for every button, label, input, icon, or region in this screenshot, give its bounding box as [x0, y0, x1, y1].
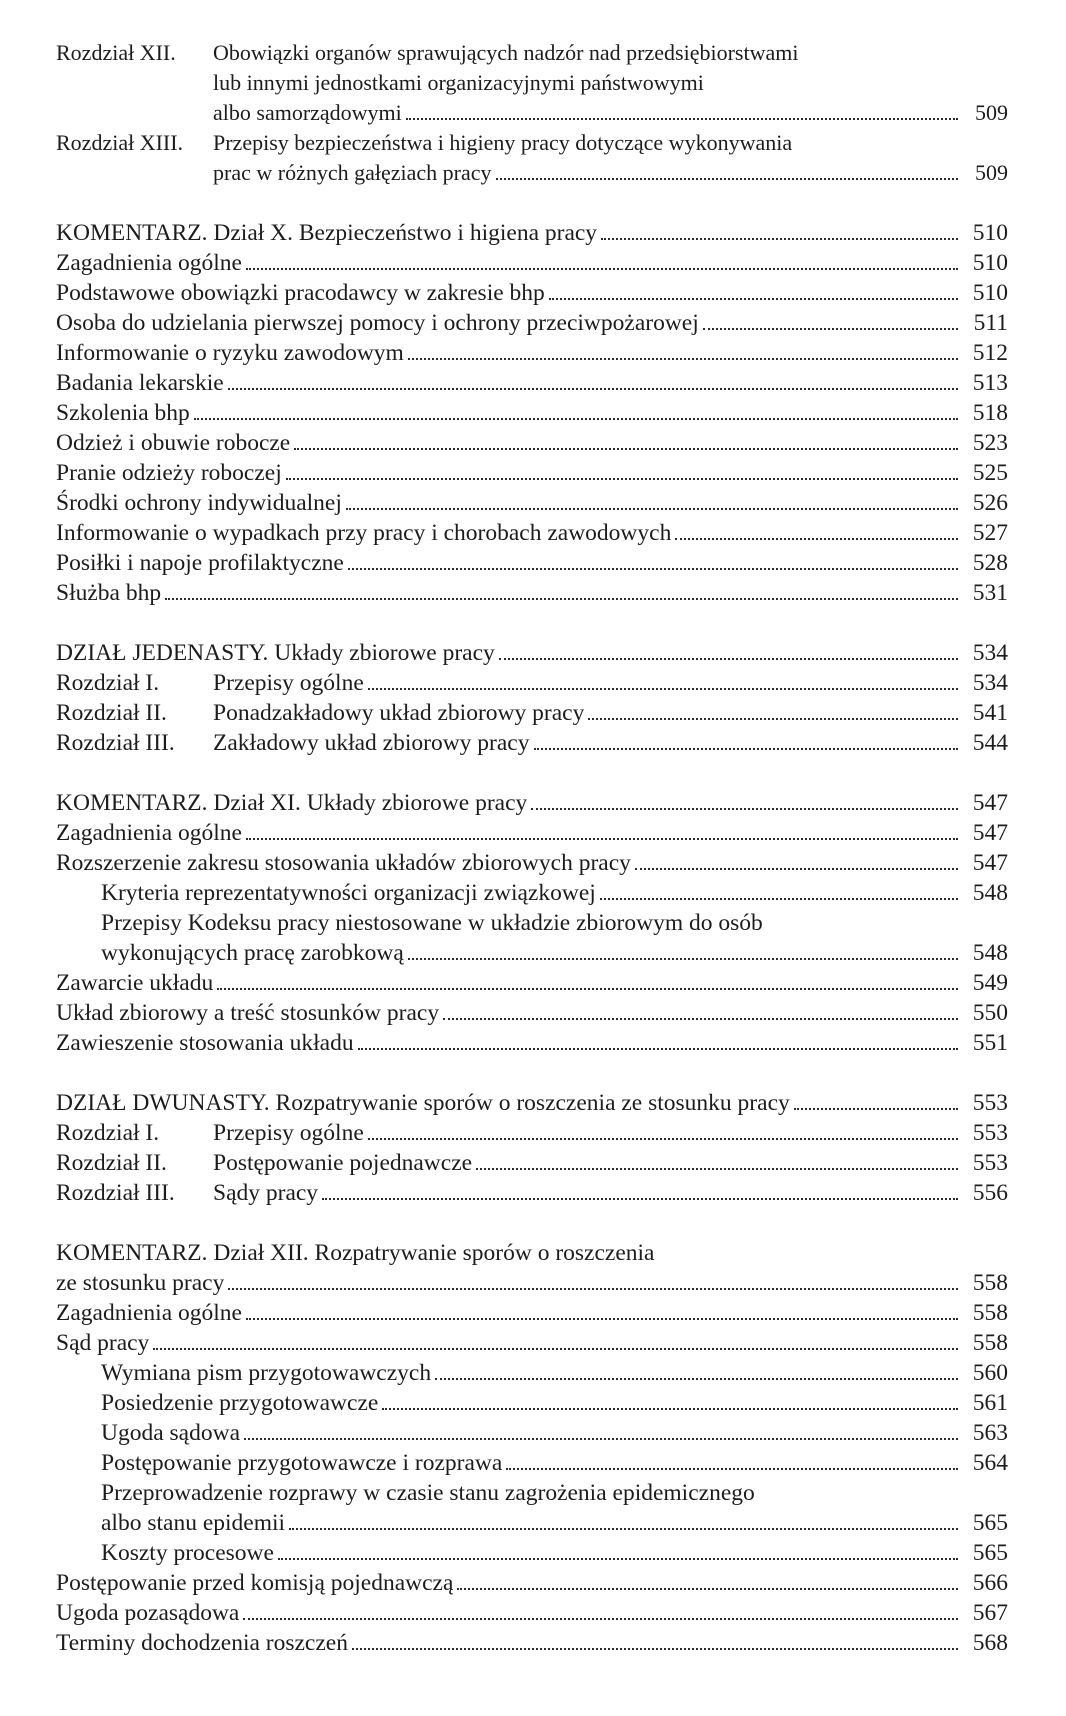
- dot-leader: [352, 1647, 958, 1650]
- toc-entry-end: [56, 98, 1008, 128]
- toc-entry: [56, 218, 1008, 248]
- toc-entry: [56, 1088, 1008, 1118]
- dot-leader: [278, 1557, 958, 1560]
- entry-title: prac w różnych gałęziach pracy: [213, 160, 492, 185]
- entry-title: Ugoda sądowa: [101, 1420, 241, 1446]
- toc-entry: [56, 728, 1008, 758]
- page-number: 509: [975, 100, 1008, 125]
- toc-entry-end: [56, 158, 1008, 188]
- page-number: 534: [972, 640, 1008, 666]
- entry-title: Zagadnienia ogólne: [56, 250, 242, 276]
- entry-title: Przepisy bezpieczeństwa i higieny pracy dotyczące wykonywania: [213, 130, 793, 155]
- page-number: 561: [972, 1390, 1008, 1416]
- page-number: 544: [972, 730, 1008, 756]
- dot-leader: [194, 417, 958, 420]
- dot-leader: [506, 1467, 958, 1470]
- entry-title: Terminy dochodzenia roszczeń: [56, 1630, 348, 1656]
- entry-title: Wymiana pism przygotowawczych: [101, 1360, 432, 1386]
- entry-title: albo stanu epidemii: [101, 1510, 286, 1536]
- toc-block-chapters-xii-xiii: [56, 38, 1008, 188]
- entry-title: Posiedzenie przygotowawcze: [101, 1390, 379, 1416]
- entry-title: Posiłki i napoje profilaktyczne: [56, 550, 344, 576]
- entry-title: Ugoda pozasądowa: [56, 1600, 240, 1626]
- dot-leader: [165, 597, 958, 600]
- entry-title: wykonujących pracę zarobkową: [101, 940, 404, 966]
- dot-leader: [600, 897, 958, 900]
- dot-leader: [368, 1137, 958, 1140]
- entry-title: Postępowanie pojednawcze: [213, 1150, 473, 1176]
- page-number: 525: [972, 460, 1008, 486]
- dot-leader: [322, 1197, 958, 1200]
- entry-title: Służba bhp: [56, 580, 162, 606]
- entry-title: Koszty procesowe: [101, 1540, 274, 1566]
- toc-entry: [56, 38, 1008, 68]
- page-number: 548: [972, 880, 1008, 906]
- toc-entry: [56, 818, 1008, 848]
- dot-leader: [246, 267, 958, 270]
- page-number: 518: [972, 400, 1008, 426]
- entry-title: Sąd pracy: [56, 1330, 150, 1356]
- page-number: 556: [972, 1180, 1008, 1206]
- chapter-label: Rozdział II.: [56, 700, 167, 726]
- toc-block-division-xii: [56, 1088, 1008, 1208]
- page-number: 527: [972, 520, 1008, 546]
- dot-leader: [635, 867, 958, 870]
- dot-leader: [294, 447, 958, 450]
- entry-title: Podstawowe obowiązki pracodawcy w zakresie bhp: [56, 280, 545, 306]
- toc-entry: [56, 128, 1008, 158]
- entry-title: Przepisy ogólne: [213, 670, 364, 696]
- page-number: 510: [972, 280, 1008, 306]
- entry-title: Obowiązki organów sprawujących nadzór nad przedsiębiorstwami: [213, 40, 799, 65]
- page-number: 549: [972, 970, 1008, 996]
- dot-leader: [549, 297, 958, 300]
- toc-subentry: [56, 1358, 1008, 1388]
- entry-title: Przeprowadzenie rozprawy w czasie stanu zagrożenia epidemicznego: [101, 1480, 755, 1506]
- entry-title: DZIAŁ DWUNASTY. Rozpatrywanie sporów o roszczenia ze stosunku pracy: [56, 1090, 790, 1116]
- toc-entry: [56, 698, 1008, 728]
- toc-entry: [56, 308, 1008, 338]
- toc-subentry: [56, 1388, 1008, 1418]
- page-number: 547: [972, 850, 1008, 876]
- entry-title: Odzież i obuwie robocze: [56, 430, 291, 456]
- entry-title: Informowanie o wypadkach przy pracy i chorobach zawodowych: [56, 520, 672, 546]
- toc-subentry: [56, 878, 1008, 908]
- dot-leader: [153, 1347, 958, 1350]
- toc-entry: [56, 998, 1008, 1028]
- entry-title: Układ zbiorowy a treść stosunków pracy: [56, 1000, 440, 1026]
- toc-entry: [56, 548, 1008, 578]
- chapter-label: Rozdział I.: [56, 1120, 160, 1146]
- page-number: 511: [973, 310, 1008, 336]
- toc-entry: [56, 788, 1008, 818]
- toc-subentry-end: [56, 938, 1008, 968]
- entry-title: albo samorządowymi: [213, 100, 402, 125]
- entry-title: Kryteria reprezentatywności organizacji związkowej: [101, 880, 596, 906]
- toc-block-division-xi: [56, 638, 1008, 758]
- toc-entry: [56, 638, 1008, 668]
- toc-entry: [56, 1028, 1008, 1058]
- dot-leader: [382, 1407, 958, 1410]
- page-number: 531: [972, 580, 1008, 606]
- toc-subentry: [56, 1418, 1008, 1448]
- page-number: 565: [972, 1510, 1008, 1536]
- toc-entry: [56, 1118, 1008, 1148]
- dot-leader: [588, 717, 958, 720]
- page-number: 523: [972, 430, 1008, 456]
- entry-title: Zagadnienia ogólne: [56, 1300, 242, 1326]
- chapter-label: Rozdział I.: [56, 670, 160, 696]
- dot-leader: [358, 1047, 958, 1050]
- toc-subentry: [56, 1538, 1008, 1568]
- dot-leader: [406, 117, 958, 120]
- dot-leader: [703, 327, 958, 330]
- toc-entry: [56, 968, 1008, 998]
- toc-entry: [56, 848, 1008, 878]
- page-number: 567: [972, 1600, 1008, 1626]
- page-number: 551: [972, 1030, 1008, 1056]
- toc-entry: [56, 1298, 1008, 1328]
- dot-leader: [217, 987, 958, 990]
- dot-leader: [246, 837, 958, 840]
- toc-entry: [56, 368, 1008, 398]
- page-number: 541: [972, 700, 1008, 726]
- toc-entry: [56, 1178, 1008, 1208]
- toc-entry: [56, 278, 1008, 308]
- page-number: 547: [972, 820, 1008, 846]
- page-number: 566: [972, 1570, 1008, 1596]
- entry-title: KOMENTARZ. Dział X. Bezpieczeństwo i higiena pracy: [56, 220, 598, 246]
- dot-leader: [794, 1107, 958, 1110]
- toc-entry: [56, 338, 1008, 368]
- entry-title: Badania lekarskie: [56, 370, 224, 396]
- dot-leader: [534, 747, 959, 750]
- page-number: 526: [972, 490, 1008, 516]
- entry-title: Środki ochrony indywidualnej: [56, 490, 342, 516]
- page-number: 550: [972, 1000, 1008, 1026]
- toc-entry: [56, 578, 1008, 608]
- page-number: 558: [972, 1270, 1008, 1296]
- dot-leader: [408, 957, 958, 960]
- entry-title: Ponadzakładowy układ zbiorowy pracy: [213, 700, 585, 726]
- page-number: 510: [972, 220, 1008, 246]
- chapter-label: Rozdział XIII.: [56, 130, 184, 155]
- page-number: 565: [972, 1540, 1008, 1566]
- page-number: 553: [972, 1090, 1008, 1116]
- dot-leader: [476, 1167, 958, 1170]
- toc-entry: [56, 668, 1008, 698]
- page-number: 513: [972, 370, 1008, 396]
- dot-leader: [368, 687, 958, 690]
- dot-leader: [499, 657, 958, 660]
- dot-leader: [286, 477, 958, 480]
- toc-entry: [56, 518, 1008, 548]
- dot-leader: [675, 537, 958, 540]
- page-number: 528: [972, 550, 1008, 576]
- dot-leader: [435, 1377, 958, 1380]
- dot-leader: [346, 507, 958, 510]
- chapter-label: Rozdział II.: [56, 1150, 167, 1176]
- dot-leader: [601, 237, 958, 240]
- entry-title: Zakładowy układ zbiorowy pracy: [213, 730, 530, 756]
- dot-leader: [289, 1527, 958, 1530]
- dot-leader: [243, 1617, 958, 1620]
- toc-block-commentary-xii: [56, 1238, 1008, 1658]
- toc-entry: [56, 1628, 1008, 1658]
- entry-title: ze stosunku pracy: [56, 1270, 225, 1296]
- page-number: 568: [972, 1630, 1008, 1656]
- entry-title: Rozszerzenie zakresu stosowania układów zbiorowych pracy: [56, 850, 631, 876]
- entry-title: Postępowanie przygotowawcze i rozprawa: [101, 1450, 503, 1476]
- entry-title: DZIAŁ JEDENASTY. Układy zbiorowe pracy: [56, 640, 495, 666]
- chapter-label: Rozdział III.: [56, 1180, 175, 1206]
- toc-block-commentary-x: [56, 218, 1008, 608]
- page-number: 564: [972, 1450, 1008, 1476]
- page-number: 534: [972, 670, 1008, 696]
- chapter-label: Rozdział XII.: [56, 40, 176, 65]
- page-number: 553: [972, 1120, 1008, 1146]
- toc-entry: [56, 458, 1008, 488]
- entry-title: Informowanie o ryzyku zawodowym: [56, 340, 404, 366]
- dot-leader: [228, 1287, 958, 1290]
- toc-subentry-end: [56, 1508, 1008, 1538]
- entry-title: Zawarcie układu: [56, 970, 214, 996]
- entry-title: Zawieszenie stosowania układu: [56, 1030, 354, 1056]
- entry-title: Przepisy ogólne: [213, 1120, 364, 1146]
- toc-entry: [56, 1598, 1008, 1628]
- page-number: 547: [972, 790, 1008, 816]
- dot-leader: [457, 1587, 958, 1590]
- entry-title: KOMENTARZ. Dział XI. Układy zbiorowe pracy: [56, 790, 528, 816]
- entry-title: Przepisy Kodeksu pracy niestosowane w układzie zbiorowym do osób: [101, 910, 763, 936]
- dot-leader: [531, 807, 958, 810]
- page-number: 509: [975, 160, 1008, 185]
- toc-entry: [56, 1328, 1008, 1358]
- toc-entry-end: [56, 1268, 1008, 1298]
- page-number: 560: [972, 1360, 1008, 1386]
- page-number: 553: [972, 1150, 1008, 1176]
- page-number: 558: [972, 1300, 1008, 1326]
- dot-leader: [443, 1017, 958, 1020]
- entry-title: Postępowanie przed komisją pojednawczą: [56, 1570, 454, 1596]
- dot-leader: [348, 567, 958, 570]
- dot-leader: [228, 387, 958, 390]
- dot-leader: [246, 1317, 958, 1320]
- chapter-label: Rozdział III.: [56, 730, 175, 756]
- toc-subentry: [56, 1448, 1008, 1478]
- toc-entry: [56, 1148, 1008, 1178]
- page-number: 512: [972, 340, 1008, 366]
- toc-entry: [56, 248, 1008, 278]
- page-number: 563: [972, 1420, 1008, 1446]
- entry-title: Pranie odzieży roboczej: [56, 460, 282, 486]
- page-number: 510: [972, 250, 1008, 276]
- dot-leader: [408, 357, 958, 360]
- entry-title: Zagadnienia ogólne: [56, 820, 242, 846]
- toc-entry: [56, 1568, 1008, 1598]
- toc-block-commentary-xi: [56, 788, 1008, 1058]
- entry-title: Osoba do udzielania pierwszej pomocy i ochrony przeciwpożarowej: [56, 310, 699, 336]
- dot-leader: [496, 177, 958, 180]
- dot-leader: [244, 1437, 958, 1440]
- page-number: 548: [972, 940, 1008, 966]
- toc-entry: [56, 428, 1008, 458]
- toc-entry: [56, 488, 1008, 518]
- entry-title: Sądy pracy: [213, 1180, 319, 1206]
- toc-entry: [56, 398, 1008, 428]
- page-number: 558: [972, 1330, 1008, 1356]
- entry-title: Szkolenia bhp: [56, 400, 190, 426]
- entry-title: KOMENTARZ. Dział XII. Rozpatrywanie sporów o roszczenia: [56, 1240, 655, 1266]
- entry-title-continuation: lub innymi jednostkami organizacyjnymi państwowymi: [213, 70, 704, 95]
